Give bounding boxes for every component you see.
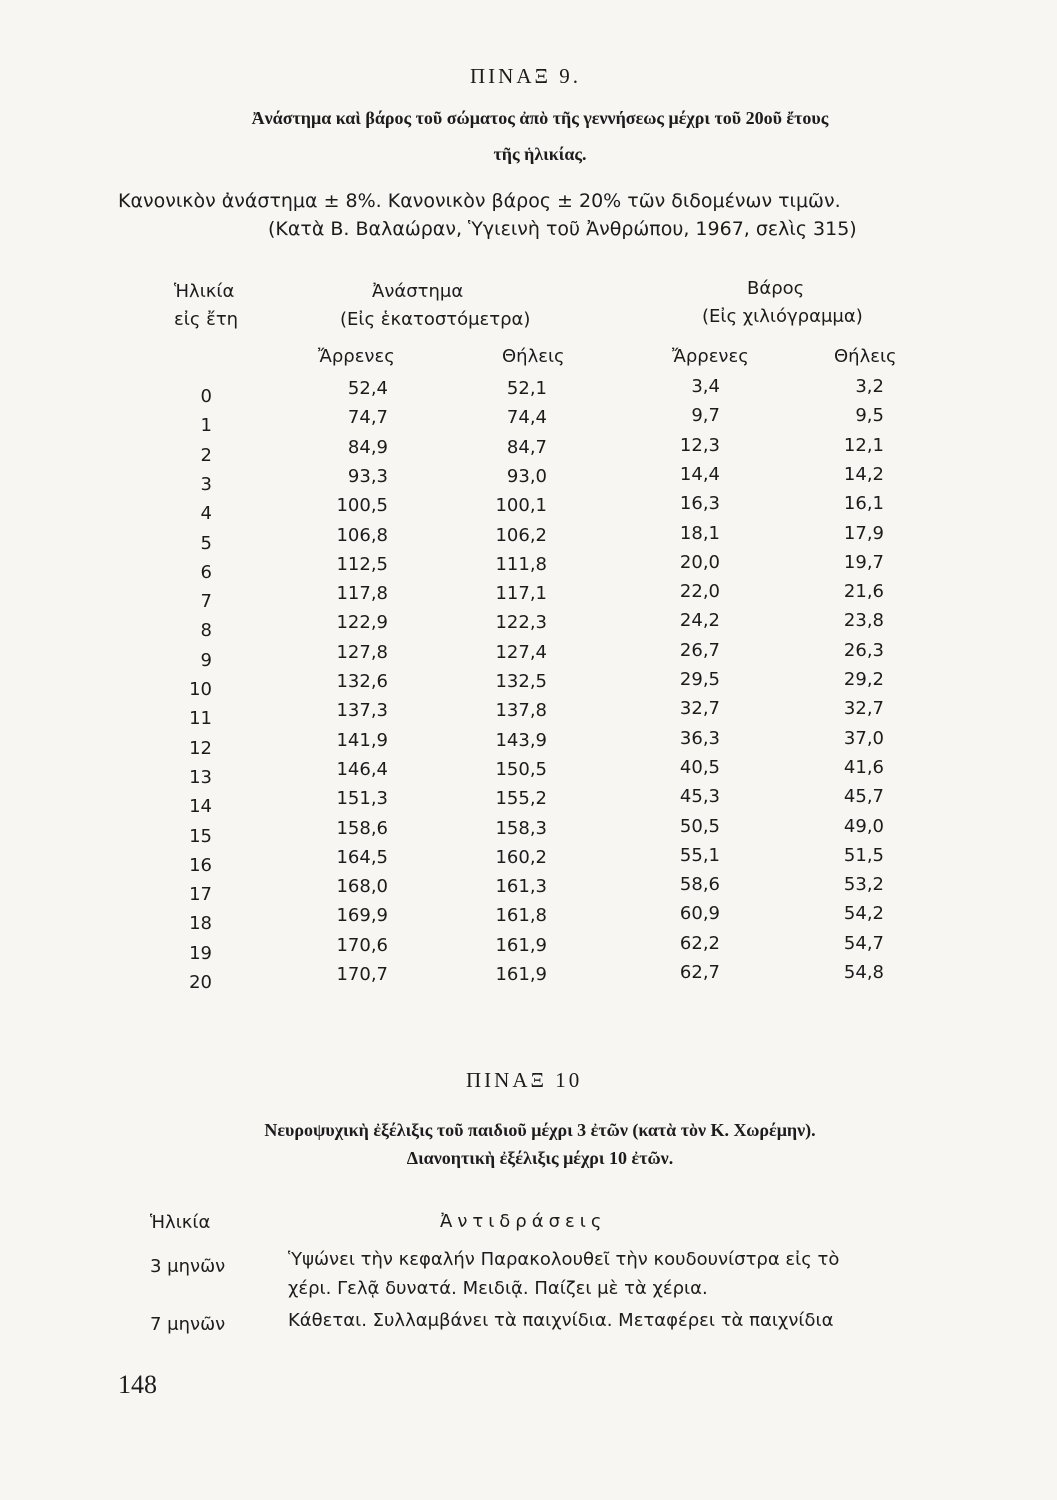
cell-weight-females: 29,2 <box>843 669 884 690</box>
cell-weight-females: 12,1 <box>843 435 884 456</box>
cell-height-females: 122,3 <box>495 612 547 633</box>
table9-subtitle-line2: (Κατὰ Β. Βαλαώραν, Ὑγιεινὴ τοῦ Ἀνθρώπου, 1967, σελὶς 315) <box>268 218 857 240</box>
cell-height-females: 111,8 <box>495 554 547 575</box>
cell-weight-females: 53,2 <box>843 874 884 895</box>
cell-height-females: 52,1 <box>506 378 547 399</box>
cell-weight-females: 23,8 <box>843 610 884 631</box>
table10-row-age: 7 μηνῶν <box>150 1314 226 1335</box>
cell-weight-females: 21,6 <box>843 581 884 602</box>
cell-height-females: 158,3 <box>495 818 547 839</box>
cell-height-females: 161,8 <box>495 905 547 926</box>
subheader-weight-females: Θήλεις <box>834 346 897 367</box>
cell-height-males: 84,9 <box>347 437 388 458</box>
cell-age: 11 <box>189 708 212 729</box>
cell-height-males: 170,6 <box>336 935 388 956</box>
cell-weight-males: 58,6 <box>679 874 720 895</box>
cell-weight-females: 37,0 <box>843 728 884 749</box>
cell-age: 10 <box>189 679 212 700</box>
cell-height-males: 93,3 <box>347 466 388 487</box>
cell-height-females: 132,5 <box>495 671 547 692</box>
page-number: 148 <box>118 1370 157 1399</box>
cell-height-females: 161,9 <box>495 935 547 956</box>
cell-height-females: 160,2 <box>495 847 547 868</box>
cell-weight-males: 62,2 <box>679 933 720 954</box>
cell-weight-males: 26,7 <box>679 640 720 661</box>
cell-age: 9 <box>200 650 212 671</box>
cell-height-males: 169,9 <box>336 905 388 926</box>
header-height-unit: (Εἰς ἑκατοστόμετρα) <box>340 309 531 330</box>
cell-weight-males: 16,3 <box>679 493 720 514</box>
cell-weight-females: 45,7 <box>843 786 884 807</box>
cell-height-males: 146,4 <box>336 759 388 780</box>
cell-weight-males: 20,0 <box>679 552 720 573</box>
cell-height-females: 155,2 <box>495 788 547 809</box>
cell-height-males: 137,3 <box>336 700 388 721</box>
cell-weight-females: 54,2 <box>843 903 884 924</box>
cell-weight-females: 54,8 <box>843 962 884 983</box>
cell-age: 18 <box>189 913 212 934</box>
cell-weight-males: 3,4 <box>691 376 720 397</box>
cell-weight-females: 49,0 <box>843 816 884 837</box>
table10-row-text: Ὑψώνει τὴν κεφαλήν Παρακολουθεῖ τὴν κουδουνίστρα εἰς τὸ <box>288 1249 840 1270</box>
cell-height-males: 112,5 <box>336 554 388 575</box>
cell-height-females: 161,3 <box>495 876 547 897</box>
header-weight-unit: (Εἰς χιλιόγραμμα) <box>702 306 863 327</box>
table10-row-text: χέρι. Γελᾷ δυνατά. Μειδιᾷ. Παίζει μὲ τὰ χέρια. <box>288 1278 708 1299</box>
cell-weight-females: 19,7 <box>843 552 884 573</box>
cell-height-females: 150,5 <box>495 759 547 780</box>
cell-age: 3 <box>200 474 212 495</box>
cell-weight-females: 17,9 <box>843 523 884 544</box>
cell-height-females: 143,9 <box>495 730 547 751</box>
cell-height-males: 168,0 <box>336 876 388 897</box>
cell-weight-males: 62,7 <box>679 962 720 983</box>
cell-height-males: 164,5 <box>336 847 388 868</box>
cell-height-females: 117,1 <box>495 583 547 604</box>
cell-weight-females: 41,6 <box>843 757 884 778</box>
cell-weight-females: 32,7 <box>843 698 884 719</box>
cell-height-males: 122,9 <box>336 612 388 633</box>
table10-header-age: Ἡλικία <box>150 1212 211 1233</box>
header-weight: Βάρος <box>747 278 805 299</box>
cell-age: 17 <box>189 884 212 905</box>
cell-height-males: 117,8 <box>336 583 388 604</box>
cell-weight-females: 26,3 <box>843 640 884 661</box>
cell-height-females: 137,8 <box>495 700 547 721</box>
subheader-height-males: Ἄρρενες <box>318 346 395 367</box>
cell-height-males: 141,9 <box>336 730 388 751</box>
cell-height-males: 74,7 <box>347 407 388 428</box>
cell-weight-females: 14,2 <box>843 464 884 485</box>
cell-height-females: 84,7 <box>506 437 547 458</box>
cell-weight-males: 12,3 <box>679 435 720 456</box>
cell-age: 5 <box>200 533 212 554</box>
cell-age: 8 <box>200 620 212 641</box>
cell-height-males: 127,8 <box>336 642 388 663</box>
cell-height-males: 170,7 <box>336 964 388 985</box>
cell-weight-males: 55,1 <box>679 845 720 866</box>
cell-weight-males: 9,7 <box>691 405 720 426</box>
cell-age: 1 <box>200 415 212 436</box>
cell-height-males: 151,3 <box>336 788 388 809</box>
cell-age: 13 <box>189 767 212 788</box>
cell-height-females: 161,9 <box>495 964 547 985</box>
cell-weight-males: 32,7 <box>679 698 720 719</box>
cell-weight-males: 18,1 <box>679 523 720 544</box>
cell-age: 20 <box>189 972 212 993</box>
table9-caption-line2: τῆς ἡλικίας. <box>493 144 587 164</box>
cell-weight-males: 60,9 <box>679 903 720 924</box>
table10-caption-line1: Νευροψυχικὴ ἐξέλιξις τοῦ παιδιοῦ μέχρι 3 ἐτῶν (κατὰ τὸν Κ. Χωρέμην). <box>264 1120 816 1140</box>
cell-weight-males: 36,3 <box>679 728 720 749</box>
cell-weight-females: 51,5 <box>843 845 884 866</box>
table10-caption-line2: Διανοητικὴ ἐξέλιξις μέχρι 10 ἐτῶν. <box>406 1148 674 1168</box>
cell-height-males: 52,4 <box>347 378 388 399</box>
header-age-unit: εἰς ἔτη <box>174 309 239 330</box>
cell-height-males: 158,6 <box>336 818 388 839</box>
cell-weight-females: 16,1 <box>843 493 884 514</box>
table9-title: ΠΙΝΑΞ 9. <box>470 64 581 88</box>
cell-weight-females: 9,5 <box>855 405 884 426</box>
header-height: Ἀνάστημα <box>372 281 464 302</box>
cell-weight-females: 3,2 <box>855 376 884 397</box>
cell-height-males: 100,5 <box>336 495 388 516</box>
cell-age: 16 <box>189 855 212 876</box>
cell-height-females: 127,4 <box>495 642 547 663</box>
cell-age: 12 <box>189 738 212 759</box>
cell-age: 14 <box>189 796 212 817</box>
cell-weight-males: 14,4 <box>679 464 720 485</box>
cell-weight-males: 40,5 <box>679 757 720 778</box>
cell-age: 15 <box>189 826 212 847</box>
cell-weight-males: 29,5 <box>679 669 720 690</box>
table10-title: ΠΙΝΑΞ 10 <box>466 1068 583 1092</box>
cell-age: 0 <box>200 386 212 407</box>
header-age: Ἡλικία <box>174 281 235 302</box>
cell-weight-males: 45,3 <box>679 786 720 807</box>
cell-weight-females: 54,7 <box>843 933 884 954</box>
cell-height-females: 93,0 <box>506 466 547 487</box>
cell-weight-males: 50,5 <box>679 816 720 837</box>
table9-caption-line1: Ἀνάστημα καὶ βάρος τοῦ σώματος ἀπὸ τῆς γεννήσεως μέχρι τοῦ 20οῦ ἔτους <box>251 108 829 128</box>
cell-height-females: 74,4 <box>506 407 547 428</box>
table10-header-reactions: Ἀντιδράσεις <box>440 1211 607 1232</box>
cell-height-females: 100,1 <box>495 495 547 516</box>
cell-height-males: 132,6 <box>336 671 388 692</box>
cell-age: 2 <box>200 445 212 466</box>
subheader-weight-males: Ἄρρενες <box>672 346 749 367</box>
cell-weight-males: 22,0 <box>679 581 720 602</box>
table9-subtitle-line1: Κανονικὸν ἀνάστημα ± 8%. Κανονικὸν βάρος ± 20% τῶν διδομένων τιμῶν. <box>118 190 841 212</box>
table10-row-text: Κάθεται. Συλλαμβάνει τὰ παιχνίδια. Μεταφέρει τὰ παιχνίδια <box>288 1310 834 1331</box>
cell-height-males: 106,8 <box>336 525 388 546</box>
cell-weight-males: 24,2 <box>679 610 720 631</box>
cell-height-females: 106,2 <box>495 525 547 546</box>
cell-age: 7 <box>200 591 212 612</box>
cell-age: 6 <box>200 562 212 583</box>
table10-row-age: 3 μηνῶν <box>150 1256 226 1277</box>
cell-age: 4 <box>200 503 212 524</box>
subheader-height-females: Θήλεις <box>502 346 565 367</box>
cell-age: 19 <box>189 943 212 964</box>
